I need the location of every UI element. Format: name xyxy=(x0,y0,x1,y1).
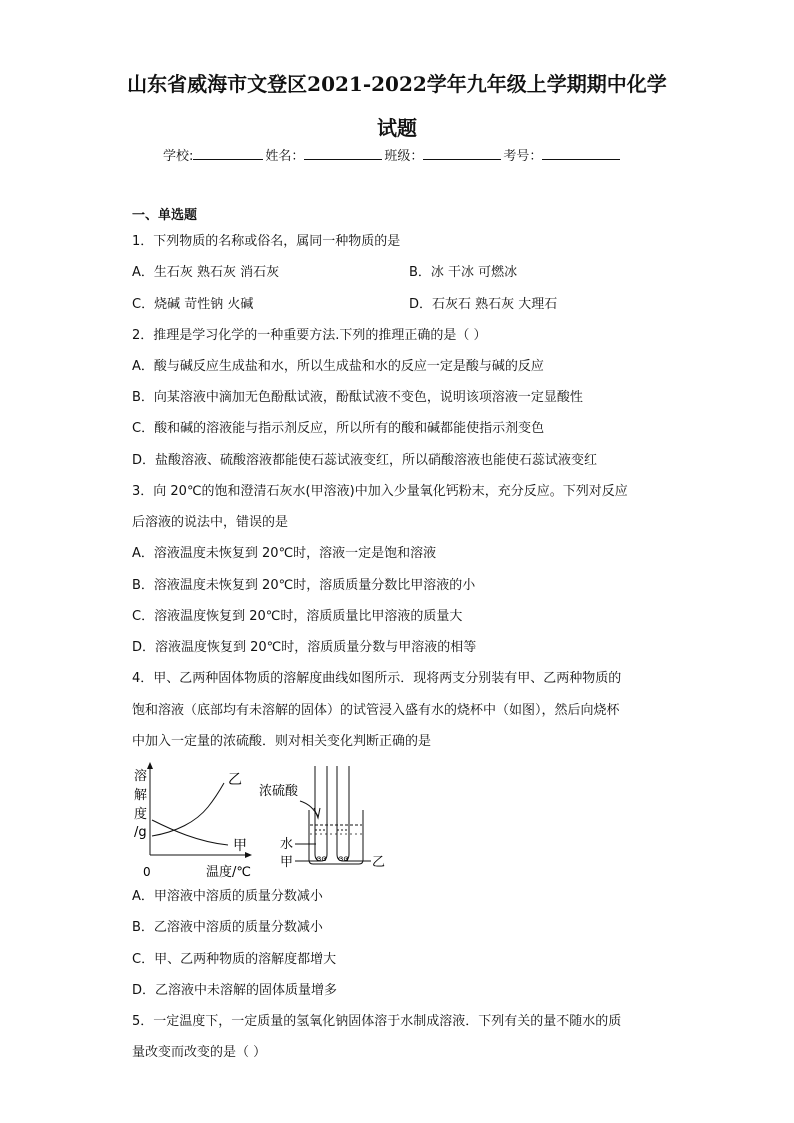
tube-jia-solid: ɞɞ xyxy=(316,854,327,863)
school-blank xyxy=(193,146,263,160)
class-label: 班级： xyxy=(384,149,424,164)
water-label: 水 xyxy=(280,837,294,852)
page-title-line2: 试题 xyxy=(377,116,417,140)
x-axis-label: 温度/℃ xyxy=(206,865,251,880)
q3-option-a: A．溶液温度未恢复到 20℃时，溶液一定是饱和溶液 xyxy=(132,546,437,561)
exam-no-blank xyxy=(542,146,620,160)
q2-option-b: B．向某溶液中滴加无色酚酞试液，酚酞试液不变色，说明该项溶液一定显酸性 xyxy=(132,390,583,405)
acid-label: 浓硫酸 xyxy=(259,784,299,799)
y-axis-label-3: 度 xyxy=(134,807,148,822)
q5-stem-line2: 量改变而改变的是（ ） xyxy=(132,1045,267,1060)
curve-yi xyxy=(152,783,224,836)
q3-option-c: C．溶液温度恢复到 20℃时，溶质质量比甲溶液的质量大 xyxy=(132,609,463,624)
q1-option-a: A．生石灰 熟石灰 消石灰 xyxy=(132,265,280,280)
q3-option-d: D．溶液温度恢复到 20℃时，溶质质量分数与甲溶液的相等 xyxy=(132,640,477,655)
q4-option-b: B．乙溶液中溶质的质量分数减小 xyxy=(132,920,323,935)
beaker-apparatus xyxy=(259,766,385,870)
curve-yi-label: 乙 xyxy=(228,772,242,788)
tube-yi-solid: ɞɞ xyxy=(338,854,349,863)
q3-stem-line2: 后溶液的说法中，错误的是 xyxy=(132,515,289,530)
q2-option-d: D．盐酸溶液、硫酸溶液都能使石蕊试液变红，所以硝酸溶液也能使石蕊试液变红 xyxy=(132,453,598,468)
class-blank xyxy=(423,146,501,160)
q4-option-c: C．甲、乙两种物质的溶解度都增大 xyxy=(132,952,337,967)
q1-option-d: D．石灰石 熟石灰 大理石 xyxy=(409,297,558,312)
q3-option-b: B．溶液温度未恢复到 20℃时，溶质质量分数比甲溶液的小 xyxy=(132,578,476,593)
q4-figure xyxy=(128,762,398,882)
tube-yi xyxy=(337,766,349,861)
page-title: 山东省威海市文登区2021-2022学年九年级上学期期中化学 xyxy=(127,72,667,96)
q1-stem: 1．下列物质的名称或俗名，属同一种物质的是 xyxy=(132,234,401,249)
q3-stem-line1: 3．向 20℃的饱和澄清石灰水(甲溶液)中加入少量氧化钙粉末，充分反应。下列对反应 xyxy=(132,484,628,499)
y-axis-label-2: 解 xyxy=(134,788,148,803)
q2-option-a: A．酸与碱反应生成盐和水，所以生成盐和水的反应一定是酸与碱的反应 xyxy=(132,359,544,374)
name-label: 姓名： xyxy=(265,149,305,164)
name-blank xyxy=(304,146,382,160)
solubility-chart xyxy=(134,762,252,880)
q2-stem: 2．推理是学习化学的一种重要方法.下列的推理正确的是（ ） xyxy=(132,328,487,343)
q5-stem-line1: 5．一定温度下，一定质量的氢氧化钠固体溶于水制成溶液．下列有关的量不随水的质 xyxy=(132,1014,622,1029)
q4-option-d: D．乙溶液中未溶解的固体质量增多 xyxy=(132,983,338,998)
origin-label: 0 xyxy=(143,865,151,879)
q4-stem-line2: 饱和溶液（底部均有未溶解的固体）的试管浸入盛有水的烧杯中（如图），然后向烧杯 xyxy=(132,703,620,718)
y-axis-arrow xyxy=(147,762,153,769)
student-info-row xyxy=(163,145,622,164)
q1-option-c: C．烧碱 苛性钠 火碱 xyxy=(132,297,254,312)
q4-stem-line3: 中加入一定量的浓硫酸．则对相关变化判断正确的是 xyxy=(132,734,432,749)
q1-option-b: B．冰 干冰 可燃冰 xyxy=(409,265,518,280)
q2-option-c: C．酸和碱的溶液能与指示剂反应，所以所有的酸和碱都能使指示剂变色 xyxy=(132,421,545,436)
section-title: 一、单选题 xyxy=(132,208,198,223)
curve-jia xyxy=(152,820,228,845)
tube-yi-label: 乙 xyxy=(372,855,386,870)
q4-stem-line1: 4．甲、乙两种固体物质的溶解度曲线如图所示．现将两支分别装有甲、乙两种物质的 xyxy=(132,671,622,686)
tube-jia-label: 甲 xyxy=(280,855,294,870)
q4-option-a: A．甲溶液中溶质的质量分数减小 xyxy=(132,889,323,904)
y-axis-label-4: /g xyxy=(134,825,147,840)
school-label: 学校: xyxy=(163,149,194,164)
curve-jia-label: 甲 xyxy=(233,838,247,854)
exam-no-label: 考号： xyxy=(503,149,543,164)
y-axis-label-1: 溶 xyxy=(134,769,148,784)
